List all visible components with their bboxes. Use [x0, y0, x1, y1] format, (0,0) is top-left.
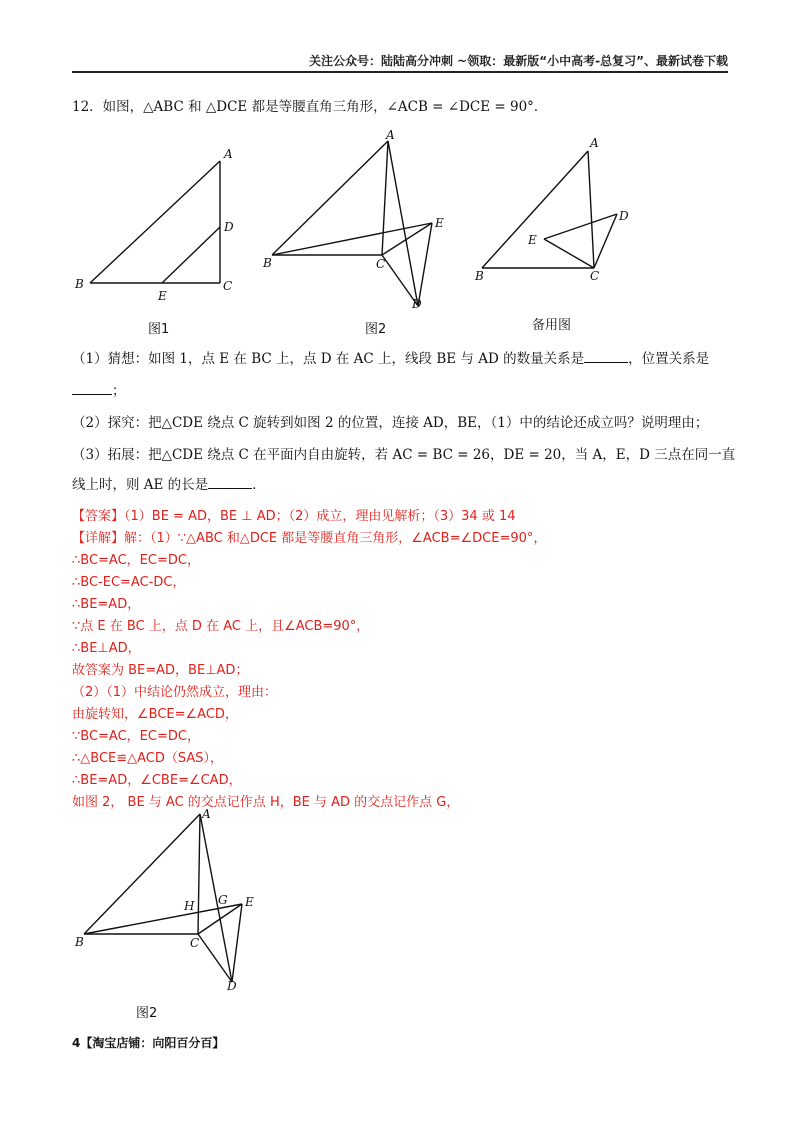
fig4-label-b: B [75, 935, 84, 949]
figure-2 [258, 128, 458, 318]
fig4-caption: 图2 [136, 1006, 158, 1021]
fig2-label-b: B [263, 256, 272, 270]
solution-line-10: ∴△BCE≌△ACD（SAS）， [72, 751, 224, 766]
fig1-segment-de [162, 227, 220, 283]
part1-text-a: （1）猜想：如图 1，点 E 在 BC 上，点 D 在 AC 上，线段 BE 与 AD 的数量关系是 [72, 351, 585, 367]
fig3-label-e: E [528, 233, 537, 247]
fig1-segment-ab [90, 161, 220, 283]
page-header: 关注公众号：陆陆高分冲刺 ~领取：最新版“小中高考-总复习”、最新试卷下载 [309, 54, 728, 68]
answer-label: 【答案】 [72, 509, 125, 524]
footer-text: 【淘宝店铺：向阳百分百】 [80, 1036, 225, 1050]
question-part-1-cont [72, 382, 126, 400]
solution-line-8: 由旋转知，∠BCE=∠ACD， [72, 707, 238, 722]
solution-line-7: （2）（1）中结论仍然成立，理由： [72, 685, 278, 700]
fig1-label-d: D [224, 220, 234, 234]
fig4-label-d: D [227, 979, 237, 993]
question-part-3: （3）拓展：把△CDE 绕点 C 在平面内自由旋转，若 AC = BC = 26，DE = 20，当 A，E，D 三点在同一直 [72, 447, 736, 463]
answer-line [72, 508, 516, 526]
solution-label: 【详解】 [72, 531, 125, 546]
fig2-label-c: C [376, 257, 386, 271]
part3-text-end: ． [252, 477, 266, 493]
figure-3 [470, 134, 640, 294]
solution-line-2: ∴BC-EC=AC-DC， [72, 575, 186, 590]
header-rule [72, 71, 728, 73]
part1-text-end: ； [112, 383, 126, 399]
solution-line-11: ∴BE=AD，∠CBE=∠CAD， [72, 773, 242, 788]
solution-line-9: ∵BC=AC，EC=DC， [72, 729, 200, 744]
fig3-label-d: D [619, 209, 629, 223]
question-title: 12．如图，△ABC 和 △DCE 都是等腰直角三角形，∠ACB = ∠DCE = 90°． [72, 99, 548, 115]
answer-text: （1）BE = AD，BE ⊥ AD；（2）成立，理由见解析；（3）34 或 14 [124, 509, 516, 524]
solution-text-0: 解：（1）∵△ABC 和△DCE 都是等腰直角三角形，∠ACB=∠DCE=90°， [124, 531, 547, 546]
fig3-label-c: C [590, 269, 600, 283]
fig4-label-e: E [245, 895, 254, 909]
fig3-label-b: B [475, 269, 484, 283]
solution-line-0 [72, 530, 546, 548]
question-part-1 [72, 350, 709, 368]
solution-line-3: ∴BE=AD， [72, 597, 141, 612]
fig1-label-c: C [223, 279, 233, 293]
fig1-label-b: B [75, 277, 84, 291]
fig4-label-g: G [218, 893, 228, 907]
fig4-label-a: A [202, 807, 211, 821]
question-part-3-cont [72, 476, 266, 494]
page-number: 4 [72, 1036, 81, 1050]
fig1-label-a: A [224, 147, 233, 161]
fig2-caption: 图2 [365, 322, 387, 337]
fig1-label-e: E [158, 289, 167, 300]
part3-text-b: 线上时，则 AE 的长是 [72, 477, 209, 493]
figure-1 [72, 140, 252, 300]
fig4-label-c: C [190, 936, 200, 950]
part1-text-b: ，位置关系是 [628, 351, 710, 367]
fig2-label-a: A [386, 128, 395, 142]
part1-blank-1 [584, 350, 628, 363]
solution-line-12: 如图 2， BE 与 AC 的交点记作点 H，BE 与 AD 的交点记作点 G， [72, 795, 460, 810]
fig2-label-e: E [435, 216, 444, 230]
fig1-caption: 图1 [148, 322, 170, 337]
fig3-label-a: A [590, 136, 599, 150]
solution-line-5: ∴BE⊥AD， [72, 641, 141, 656]
solution-line-6: 故答案为 BE=AD，BE⊥AD； [72, 663, 249, 678]
fig4-label-h: H [184, 899, 195, 913]
solution-line-4: ∵点 E 在 BC 上，点 D 在 AC 上，且∠ACB=90°， [72, 619, 370, 634]
figure-4 [72, 804, 272, 1000]
fig3-caption: 备用图 [532, 318, 572, 333]
part3-blank [208, 476, 252, 489]
part1-blank-2 [72, 382, 112, 395]
solution-line-1: ∴BC=AC，EC=DC， [72, 553, 200, 568]
page-footer [72, 1034, 224, 1051]
fig2-label-d: D [412, 297, 422, 311]
question-part-2: （2）探究：把△CDE 绕点 C 旋转到如图 2 的位置，连接 AD，BE，（1）中的结论还成立吗？说明理由； [72, 415, 709, 431]
